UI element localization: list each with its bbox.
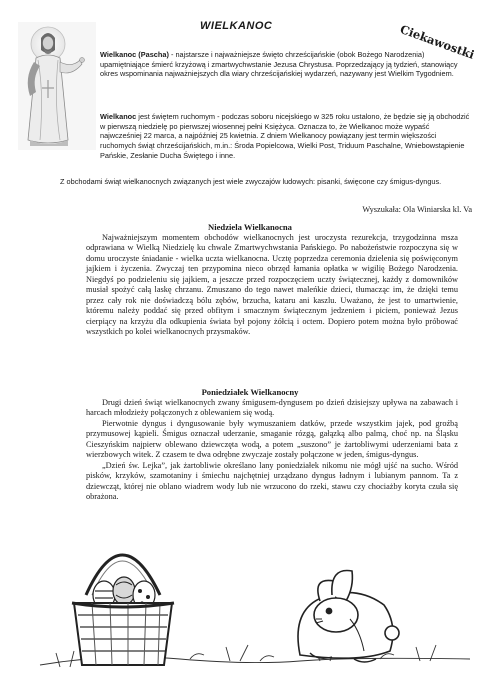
intro-term-1: Wielkanoc (Pascha) xyxy=(100,50,169,59)
paragraph: Najważniejszym momentem obchodów wielkanocnych jest uroczysta rezurekcja, trzygodzinna msza odprawiana w Wielką Niedzielę ku chwale Zmartwychwstania Pańskiego. Po nabożeństwie rozpoczyna się w domu uroczyste śniadanie - wielka uczta wielkanocna. Ucztę poprzedza ceremonia dzielenia się poświęconym jajkiem i życzenia. Zwyczaj ten przypomina nieco obrzęd łamania opłatka w wigilię Bożego Narodzenia. Niegdyś po podzieleniu się jajkiem, a jeszcze przed rozpoczęciem uczty świątecznej, każdy z domowników musiał spożyć całą laskę chrzanu. Zmuszano do tego nawet maleńkie dzieci, tłumacząc im, że dzięki temu przez cały rok nie doświadczą bólu zębów, brzucha, kataru ani kaszlu. Uważano, że jest to umartwienie, któremu należy poddać się przed obfitym i smacznym świątecznym jedzeniem i piciem, ponieważ Jezus cierpiący na krzyżu dla odkupienia świata był pojony żółcią i octem. Dopiero potem można było próbować wszystkich po kolei wielkanocnych przysmaków. xyxy=(86,233,458,337)
intro-text-1: - najstarsze i najważniejsze święto chrześcijańskie (obok Bożego Narodzenia) upamiętniające śmierć krzyżową i zmartwychwstanie Jezusa Chrystusa. Poprzedzający ją tydzień, stanowiący okres wspominania najważniejszych dla wiary chrześcijańskiej wydarzeń, nazywany jest Wielkim Tygodniem. xyxy=(100,50,458,79)
paragraph: „Dzień św. Lejka”, jak żartobliwie określano lany poniedziałek nikomu nie mógł ujść na sucho. Wśród pisków, krzyków, szamotaniny i śmiechu najchętniej urządzano dyngus ładnym i lubianym pannom. Ta z dziewcząt, której nie oblano wiadrem wody lub nie wrzucono do rzeki, stawu czy chociażby koryta czuła się obrażona. xyxy=(86,460,458,502)
intro-paragraph-1 xyxy=(100,50,472,79)
footer-illustration xyxy=(0,455,500,698)
intro-paragraph-3: Z obchodami świąt wielkanocnych związanych jest wiele zwyczajów ludowych: pisanki, święcone czy śmigus-dyngus. xyxy=(60,177,442,186)
paragraph: Pierwotnie dyngus i dyngusowanie były wymuszaniem datków, przede wszystkim jajek, pod groźbą przymusowej kąpieli. Śmigus oznaczał uderzanie, smaganie rózgą, gałązką albo palmą, choć np. na Śląsku Cieszyńskim najpierw oblewano dziewczęta wodą, a potem „suszono” je żartobliwymi uderzeniami bata z wierzbowych witek. Z czasem te dwa odrębne zwyczaje zostały połączone w jeden, śmigus-dyngus. xyxy=(86,418,458,460)
section-corner-label: Ciekawostki xyxy=(398,22,477,62)
intro-text-2: jest świętem ruchomym - podczas soboru nicejskiego w 325 roku ustalono, że będzie się ją obchodzić w pierwszą niedzielę po pierwszej wiosennej pełni Księżyca. Oznacza to, że Wielkanoc może wypaść najwcześniej 22 marca, a najpóźniej 25 kwietnia. Z dniem Wielkanocy powiązany jest termin większości ruchomych świąt chrześcijańskich, m.in.: Środa Popielcowa, Wielki Post, Triduum Paschalne, Wniebowstąpienie Pańskie, Zesłanie Ducha Świętego i inne. xyxy=(100,112,470,160)
paragraph: Drugi dzień świąt wielkanocnych zwany śmigusem-dyngusem po dzień dzisiejszy upływa na zabawach i harcach młodzieży połączonych z oblewaniem się wodą. xyxy=(86,398,458,418)
section-heading-sunday: Niedziela Wielkanocna xyxy=(208,222,292,232)
jesus-figure-icon xyxy=(18,22,96,150)
intro-paragraph-2 xyxy=(100,112,472,161)
rabbit-icon xyxy=(298,571,399,663)
easter-basket-icon xyxy=(72,555,174,665)
intro-term-2: Wielkanoc xyxy=(100,112,137,121)
page-title: WIELKANOC xyxy=(200,20,273,32)
section-body-sunday xyxy=(86,233,458,338)
author-credit: Wyszukała: Ola Winiarska kl. Va xyxy=(362,205,472,214)
section-heading-monday: Poniedziałek Wielkanocny xyxy=(201,387,299,397)
